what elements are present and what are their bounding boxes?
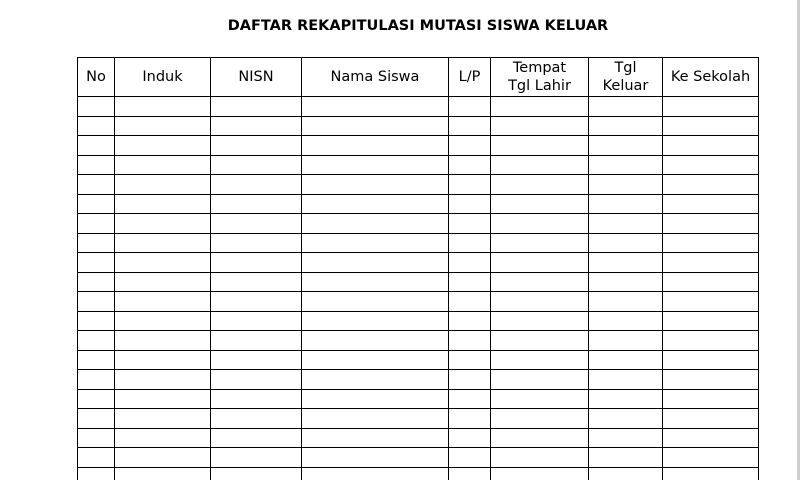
table-cell-nama-siswa[interactable] [302, 233, 449, 253]
table-cell-ke-sekolah[interactable] [663, 331, 759, 351]
table-cell-ke-sekolah[interactable] [663, 272, 759, 292]
table-cell-tgl-keluar[interactable] [589, 311, 663, 331]
table-cell-induk[interactable] [115, 331, 211, 351]
table-cell-no[interactable] [78, 448, 115, 468]
table-cell-tgl-keluar[interactable] [589, 350, 663, 370]
table-cell-ke-sekolah[interactable] [663, 97, 759, 117]
table-cell-induk[interactable] [115, 467, 211, 480]
table-cell-lp[interactable] [449, 97, 491, 117]
table-cell-tgl-keluar[interactable] [589, 370, 663, 390]
table-cell-lp[interactable] [449, 194, 491, 214]
table-cell-lp[interactable] [449, 253, 491, 273]
table-row [78, 292, 759, 312]
table-cell-tgl-keluar[interactable] [589, 155, 663, 175]
table-cell-lp[interactable] [449, 350, 491, 370]
table-cell-induk[interactable] [115, 214, 211, 234]
table-cell-nama-siswa[interactable] [302, 214, 449, 234]
table-cell-no[interactable] [78, 136, 115, 156]
table-row [78, 253, 759, 273]
table-cell-lp[interactable] [449, 116, 491, 136]
table-cell-tgl-keluar[interactable] [589, 253, 663, 273]
table-cell-nisn[interactable] [211, 136, 302, 156]
table-cell-induk[interactable] [115, 194, 211, 214]
table-cell-nisn[interactable] [211, 448, 302, 468]
table-cell-no[interactable] [78, 233, 115, 253]
table-body [78, 97, 759, 480]
table-cell-nisn[interactable] [211, 175, 302, 195]
table-cell-lp[interactable] [449, 467, 491, 480]
table-cell-no[interactable] [78, 331, 115, 351]
table-cell-tgl-keluar[interactable] [589, 194, 663, 214]
table-cell-lp[interactable] [449, 409, 491, 429]
table-cell-ke-sekolah[interactable] [663, 155, 759, 175]
table-cell-lp[interactable] [449, 331, 491, 351]
table-cell-induk[interactable] [115, 448, 211, 468]
table-cell-induk[interactable] [115, 233, 211, 253]
table-cell-tempat-tgl-lahir[interactable] [491, 311, 589, 331]
table-cell-induk[interactable] [115, 350, 211, 370]
table-cell-tempat-tgl-lahir[interactable] [491, 175, 589, 195]
table-row [78, 448, 759, 468]
table-cell-ke-sekolah[interactable] [663, 175, 759, 195]
table-cell-ke-sekolah[interactable] [663, 467, 759, 480]
table-cell-nisn[interactable] [211, 194, 302, 214]
table-cell-lp[interactable] [449, 155, 491, 175]
table-cell-nisn[interactable] [211, 97, 302, 117]
table-row [78, 389, 759, 409]
table-cell-nisn[interactable] [211, 467, 302, 480]
table-cell-nama-siswa[interactable] [302, 116, 449, 136]
table-cell-tempat-tgl-lahir[interactable] [491, 116, 589, 136]
table-cell-ke-sekolah[interactable] [663, 409, 759, 429]
table-cell-nisn[interactable] [211, 253, 302, 273]
header-cell-nama-siswa: Nama Siswa [302, 58, 449, 97]
table-cell-no[interactable] [78, 155, 115, 175]
table-header-row [78, 58, 759, 97]
recap-table [77, 57, 759, 480]
table-cell-tgl-keluar[interactable] [589, 116, 663, 136]
table-cell-tgl-keluar[interactable] [589, 233, 663, 253]
table-cell-lp[interactable] [449, 136, 491, 156]
table-cell-lp[interactable] [449, 214, 491, 234]
table-cell-nisn[interactable] [211, 272, 302, 292]
table-row [78, 116, 759, 136]
table-cell-tempat-tgl-lahir[interactable] [491, 233, 589, 253]
table-row [78, 175, 759, 195]
table-cell-nama-siswa[interactable] [302, 331, 449, 351]
table-cell-ke-sekolah[interactable] [663, 389, 759, 409]
table-cell-tempat-tgl-lahir[interactable] [491, 155, 589, 175]
table-cell-induk[interactable] [115, 428, 211, 448]
table-cell-nama-siswa[interactable] [302, 428, 449, 448]
table-cell-tgl-keluar[interactable] [589, 97, 663, 117]
table-cell-induk[interactable] [115, 292, 211, 312]
table-row [78, 214, 759, 234]
table-cell-no[interactable] [78, 409, 115, 429]
table-cell-induk[interactable] [115, 175, 211, 195]
table-cell-nisn[interactable] [211, 311, 302, 331]
table-cell-nisn[interactable] [211, 350, 302, 370]
table-cell-no[interactable] [78, 194, 115, 214]
table-cell-tgl-keluar[interactable] [589, 292, 663, 312]
table-cell-no[interactable] [78, 214, 115, 234]
table-cell-tempat-tgl-lahir[interactable] [491, 428, 589, 448]
table-cell-tempat-tgl-lahir[interactable] [491, 253, 589, 273]
table-cell-lp[interactable] [449, 389, 491, 409]
table-cell-nama-siswa[interactable] [302, 389, 449, 409]
table-cell-nama-siswa[interactable] [302, 311, 449, 331]
table-cell-no[interactable] [78, 389, 115, 409]
table-cell-lp[interactable] [449, 370, 491, 390]
table-cell-ke-sekolah[interactable] [663, 233, 759, 253]
table-cell-tgl-keluar[interactable] [589, 136, 663, 156]
table-cell-tempat-tgl-lahir[interactable] [491, 331, 589, 351]
table-row [78, 311, 759, 331]
table-cell-ke-sekolah[interactable] [663, 194, 759, 214]
table-cell-lp[interactable] [449, 311, 491, 331]
table-cell-no[interactable] [78, 311, 115, 331]
table-row [78, 331, 759, 351]
table-cell-nama-siswa[interactable] [302, 253, 449, 273]
table-cell-lp[interactable] [449, 292, 491, 312]
table-cell-tgl-keluar[interactable] [589, 175, 663, 195]
table-row [78, 194, 759, 214]
table-cell-tempat-tgl-lahir[interactable] [491, 389, 589, 409]
table-cell-no[interactable] [78, 253, 115, 273]
table-cell-nama-siswa[interactable] [302, 97, 449, 117]
table-cell-tgl-keluar[interactable] [589, 448, 663, 468]
header-cell-induk: Induk [115, 58, 211, 97]
table-cell-nisn[interactable] [211, 331, 302, 351]
table-cell-nama-siswa[interactable] [302, 292, 449, 312]
table-cell-lp[interactable] [449, 448, 491, 468]
table-cell-nisn[interactable] [211, 233, 302, 253]
table-cell-induk[interactable] [115, 389, 211, 409]
table-cell-nama-siswa[interactable] [302, 194, 449, 214]
table-cell-nama-siswa[interactable] [302, 448, 449, 468]
header-cell-lp: L/P [449, 58, 491, 97]
table-cell-nama-siswa[interactable] [302, 272, 449, 292]
table-cell-induk[interactable] [115, 136, 211, 156]
table-cell-ke-sekolah[interactable] [663, 292, 759, 312]
table-cell-tempat-tgl-lahir[interactable] [491, 214, 589, 234]
table-cell-induk[interactable] [115, 370, 211, 390]
header-cell-no: No [78, 58, 115, 97]
table-cell-nisn[interactable] [211, 370, 302, 390]
table-row [78, 97, 759, 117]
table-cell-nama-siswa[interactable] [302, 350, 449, 370]
table-row [78, 409, 759, 429]
table-cell-ke-sekolah[interactable] [663, 311, 759, 331]
table-cell-nama-siswa[interactable] [302, 409, 449, 429]
table-cell-lp[interactable] [449, 272, 491, 292]
header-cell-tempat-tgl-lahir: Tempat Tgl Lahir [491, 58, 589, 97]
header-cell-ke-sekolah: Ke Sekolah [663, 58, 759, 97]
table-cell-tgl-keluar[interactable] [589, 389, 663, 409]
header-cell-nisn: NISN [211, 58, 302, 97]
table-cell-nama-siswa[interactable] [302, 467, 449, 480]
table-cell-lp[interactable] [449, 233, 491, 253]
table-cell-tgl-keluar[interactable] [589, 272, 663, 292]
table-cell-induk[interactable] [115, 409, 211, 429]
table-row [78, 272, 759, 292]
table-cell-tempat-tgl-lahir[interactable] [491, 370, 589, 390]
page-title: DAFTAR REKAPITULASI MUTASI SISWA KELUAR [227, 18, 609, 34]
table-cell-nama-siswa[interactable] [302, 175, 449, 195]
table-cell-tempat-tgl-lahir[interactable] [491, 467, 589, 480]
table-cell-tempat-tgl-lahir[interactable] [491, 448, 589, 468]
table-cell-nisn[interactable] [211, 155, 302, 175]
table-cell-no[interactable] [78, 428, 115, 448]
table-cell-nisn[interactable] [211, 428, 302, 448]
table-cell-induk[interactable] [115, 155, 211, 175]
table-cell-induk[interactable] [115, 253, 211, 273]
table-cell-ke-sekolah[interactable] [663, 214, 759, 234]
table-row [78, 233, 759, 253]
table-cell-ke-sekolah[interactable] [663, 448, 759, 468]
table-cell-no[interactable] [78, 292, 115, 312]
table-cell-lp[interactable] [449, 428, 491, 448]
table-cell-tempat-tgl-lahir[interactable] [491, 272, 589, 292]
table-cell-induk[interactable] [115, 311, 211, 331]
table-cell-no[interactable] [78, 175, 115, 195]
table-cell-tgl-keluar[interactable] [589, 214, 663, 234]
table-row [78, 428, 759, 448]
table-cell-no[interactable] [78, 467, 115, 480]
table-cell-no[interactable] [78, 350, 115, 370]
table-cell-nama-siswa[interactable] [302, 136, 449, 156]
table-cell-tgl-keluar[interactable] [589, 428, 663, 448]
header-cell-tgl-keluar: Tgl Keluar [589, 58, 663, 97]
table-cell-tempat-tgl-lahir[interactable] [491, 136, 589, 156]
table-cell-induk[interactable] [115, 97, 211, 117]
table-cell-tgl-keluar[interactable] [589, 409, 663, 429]
table-row [78, 370, 759, 390]
table-cell-lp[interactable] [449, 175, 491, 195]
table-row [78, 136, 759, 156]
table-cell-induk[interactable] [115, 272, 211, 292]
table-cell-tempat-tgl-lahir[interactable] [491, 409, 589, 429]
table-cell-ke-sekolah[interactable] [663, 370, 759, 390]
table-cell-ke-sekolah[interactable] [663, 253, 759, 273]
table-cell-ke-sekolah[interactable] [663, 136, 759, 156]
table-cell-nisn[interactable] [211, 214, 302, 234]
table-cell-no[interactable] [78, 272, 115, 292]
table-cell-nisn[interactable] [211, 116, 302, 136]
table-cell-no[interactable] [78, 370, 115, 390]
table-cell-tempat-tgl-lahir[interactable] [491, 194, 589, 214]
table-cell-tempat-tgl-lahir[interactable] [491, 97, 589, 117]
table-cell-nama-siswa[interactable] [302, 155, 449, 175]
table-cell-nisn[interactable] [211, 389, 302, 409]
table-cell-no[interactable] [78, 116, 115, 136]
table-cell-nisn[interactable] [211, 292, 302, 312]
table-row [78, 155, 759, 175]
table-cell-tgl-keluar[interactable] [589, 467, 663, 480]
table-cell-induk[interactable] [115, 116, 211, 136]
table-cell-no[interactable] [78, 97, 115, 117]
table-row [78, 350, 759, 370]
table-cell-ke-sekolah[interactable] [663, 350, 759, 370]
table-cell-nisn[interactable] [211, 409, 302, 429]
table-cell-nama-siswa[interactable] [302, 370, 449, 390]
table-cell-tempat-tgl-lahir[interactable] [491, 292, 589, 312]
table-cell-tgl-keluar[interactable] [589, 331, 663, 351]
table-row [78, 467, 759, 480]
table-cell-tempat-tgl-lahir[interactable] [491, 350, 589, 370]
table-cell-ke-sekolah[interactable] [663, 428, 759, 448]
table-cell-ke-sekolah[interactable] [663, 116, 759, 136]
